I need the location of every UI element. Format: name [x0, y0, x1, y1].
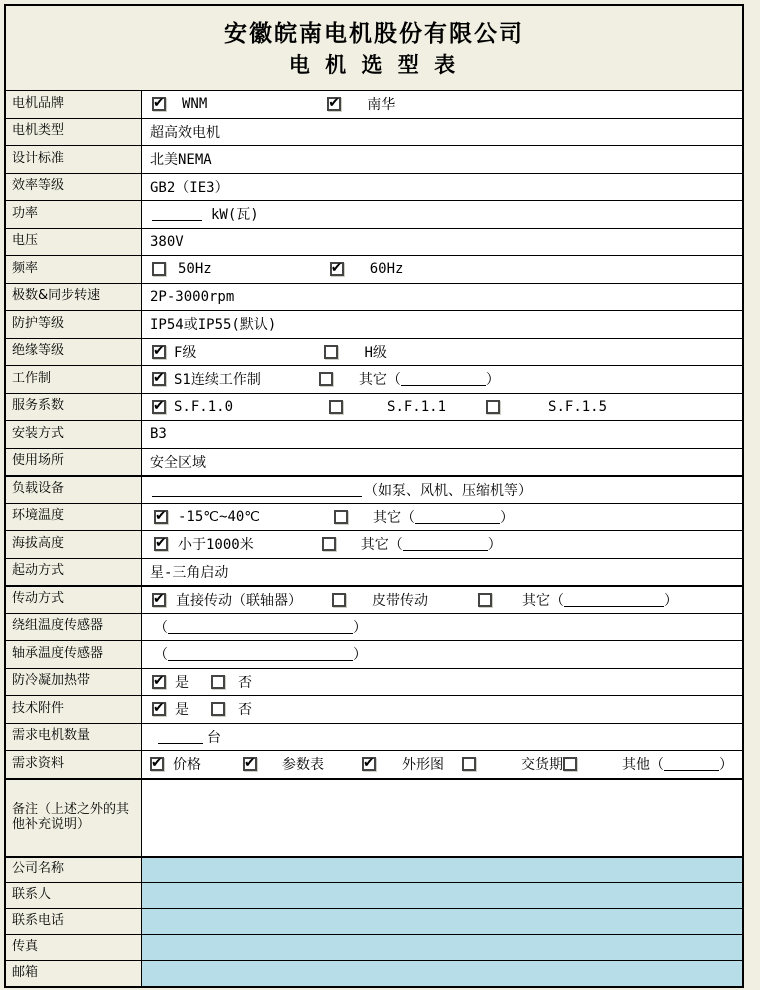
form-rows — [6, 90, 742, 986]
form-row-service-factor — [6, 393, 742, 421]
row-value-insulation-grade — [142, 339, 742, 366]
row-value-frequency — [142, 256, 742, 283]
blank-line-power[interactable] — [152, 207, 202, 221]
form-row-remarks — [6, 778, 742, 856]
form-row-voltage — [6, 228, 742, 256]
value-text-efficiency-grade: GB2（IE3） — [150, 179, 229, 196]
checkbox-trans-direct[interactable] — [152, 593, 166, 607]
value-text-mounting: B3 — [150, 426, 167, 443]
checkbox-sf-1-5[interactable] — [486, 400, 500, 414]
row-label-technical-attachment: 技术附件 — [6, 696, 142, 723]
form-row-location — [6, 448, 742, 476]
checkbox-insulation-f[interactable] — [152, 345, 166, 359]
value-text-duty-type: S1连续工作制 — [174, 372, 261, 389]
row-label-fax: 传真 — [6, 935, 142, 960]
row-value-technical-attachment — [142, 696, 742, 723]
value-text-motor-type: 超高效电机 — [150, 124, 220, 141]
form-row-mounting — [6, 420, 742, 448]
value-text-transmission: 皮带传动 — [372, 592, 428, 609]
row-value-bearing-sensor — [142, 641, 742, 668]
value-text-required-documents: ） — [719, 757, 733, 774]
form-row-motor-quantity — [6, 723, 742, 751]
blank-line-altitude[interactable] — [403, 537, 488, 551]
value-text-motor-brand: WNM — [182, 96, 208, 113]
checkbox-freq-50hz[interactable] — [152, 262, 166, 276]
value-text-motor-quantity: 台 — [207, 729, 221, 746]
row-value-load-equipment — [142, 477, 742, 503]
form-row-duty-type — [6, 365, 742, 393]
row-value-transmission — [142, 587, 742, 613]
value-text-transmission: ） — [664, 592, 678, 609]
blank-line-motor-quantity[interactable] — [158, 730, 203, 744]
row-label-transmission: 传动方式 — [6, 587, 142, 613]
checkbox-doc-parameter-table[interactable] — [243, 757, 257, 771]
checkbox-insulation-h[interactable] — [324, 345, 338, 359]
form-row-contact-person — [6, 882, 742, 908]
row-label-winding-sensor: 绕组温度传感器 — [6, 614, 142, 641]
value-text-load-equipment: （如泵、风机、压缩机等） — [364, 482, 532, 499]
checkbox-duty-other[interactable] — [319, 372, 333, 386]
row-value-motor-type — [142, 119, 742, 146]
value-text-service-factor: S.F.1.0 — [174, 398, 234, 415]
form-row-motor-type — [6, 118, 742, 146]
value-text-service-factor: S.F.1.5 — [548, 398, 608, 415]
value-text-insulation-grade: F级 — [174, 344, 197, 361]
blank-line-transmission[interactable] — [564, 593, 664, 607]
checkbox-altitude-standard[interactable] — [154, 537, 168, 551]
row-value-contact-phone[interactable] — [142, 909, 742, 934]
value-text-required-documents: 价格 — [173, 757, 201, 774]
checkbox-doc-delivery-b[interactable] — [563, 757, 577, 771]
checkbox-doc-price[interactable] — [150, 757, 164, 771]
row-value-location — [142, 449, 742, 476]
value-text-frequency: 60Hz — [369, 261, 404, 278]
row-value-winding-sensor — [142, 614, 742, 641]
form-row-insulation-grade — [6, 338, 742, 366]
form-row-technical-attachment — [6, 695, 742, 723]
row-label-bearing-sensor: 轴承温度传感器 — [6, 641, 142, 668]
form-row-fax — [6, 934, 742, 960]
row-value-power — [142, 201, 742, 228]
form-row-design-standard — [6, 145, 742, 173]
value-text-location: 安全区域 — [150, 454, 206, 471]
value-text-duty-type: ） — [485, 372, 500, 389]
row-value-fax[interactable] — [142, 935, 742, 960]
value-text-insulation-grade: H级 — [364, 344, 387, 361]
checkbox-sf-1-1[interactable] — [329, 400, 343, 414]
value-text-required-documents: 参数表 — [282, 757, 324, 774]
form-row-load-equipment — [6, 475, 742, 503]
row-value-contact-person[interactable] — [142, 883, 742, 908]
value-text-winding-sensor: ） — [353, 619, 367, 636]
row-label-required-documents: 需求资料 — [6, 751, 142, 778]
blank-line-required-documents[interactable] — [664, 757, 719, 771]
form-row-efficiency-grade — [6, 173, 742, 201]
row-label-altitude: 海拔高度 — [6, 531, 142, 558]
checkbox-attachment-no[interactable] — [211, 702, 225, 716]
value-text-bearing-sensor: ） — [353, 647, 367, 664]
value-text-winding-sensor: （ — [154, 619, 168, 636]
value-text-design-standard: 北美NEMA — [150, 152, 212, 169]
row-value-email[interactable] — [142, 961, 742, 986]
value-text-starting-method: 星-三角启动 — [150, 564, 229, 581]
row-label-ambient-temp: 环境温度 — [6, 504, 142, 531]
blank-line-bearing-sensor[interactable] — [168, 647, 353, 661]
row-value-poles-speed — [142, 284, 742, 311]
checkbox-doc-delivery-a[interactable] — [462, 757, 476, 771]
row-label-poles-speed: 极数&同步转速 — [6, 284, 142, 311]
form-row-altitude — [6, 530, 742, 558]
form-row-motor-brand — [6, 90, 742, 118]
row-label-load-equipment: 负载设备 — [6, 477, 142, 503]
checkbox-brand-nanhua[interactable] — [327, 97, 341, 111]
row-label-power: 功率 — [6, 201, 142, 228]
row-value-anti-condensation-heater — [142, 669, 742, 696]
checkbox-trans-other[interactable] — [478, 593, 492, 607]
blank-line-winding-sensor[interactable] — [168, 620, 353, 634]
row-value-protection-grade — [142, 311, 742, 338]
row-label-motor-type: 电机类型 — [6, 119, 142, 146]
row-label-remarks: 备注（上述之外的其他补充说明） — [6, 780, 142, 856]
value-text-transmission: 直接传动（联轴器） — [176, 592, 302, 609]
row-value-voltage — [142, 229, 742, 256]
row-label-design-standard: 设计标准 — [6, 146, 142, 173]
checkbox-trans-belt[interactable] — [332, 593, 346, 607]
value-text-required-documents: 交货期 — [521, 757, 563, 774]
form-row-required-documents — [6, 750, 742, 778]
checkbox-doc-outline-drawing[interactable] — [362, 757, 376, 771]
form-row-protection-grade — [6, 310, 742, 338]
checkbox-altitude-other[interactable] — [322, 537, 336, 551]
blank-line-duty-type[interactable] — [401, 372, 486, 386]
row-value-duty-type — [142, 366, 742, 393]
row-value-motor-brand — [142, 91, 742, 118]
row-label-company-name: 公司名称 — [6, 858, 142, 882]
row-label-email: 邮箱 — [6, 961, 142, 986]
checkbox-temp-standard[interactable] — [154, 510, 168, 524]
row-value-starting-method — [142, 559, 742, 586]
value-text-altitude: 小于1000米 — [178, 537, 254, 554]
row-label-frequency: 频率 — [6, 256, 142, 283]
blank-line-ambient-temp[interactable] — [415, 510, 500, 524]
value-text-required-documents: 外形图 — [402, 757, 444, 774]
checkbox-duty-s1[interactable] — [152, 372, 166, 386]
value-text-motor-brand: 南华 — [367, 97, 396, 114]
form-row-frequency — [6, 255, 742, 283]
row-value-mounting — [142, 421, 742, 448]
row-value-remarks[interactable] — [142, 780, 742, 856]
row-value-efficiency-grade — [142, 174, 742, 201]
row-value-service-factor — [142, 394, 742, 421]
row-label-efficiency-grade: 效率等级 — [6, 174, 142, 201]
value-text-voltage: 380V — [150, 233, 184, 250]
row-value-design-standard — [142, 146, 742, 173]
value-text-power: kW(瓦) — [211, 207, 259, 224]
value-text-bearing-sensor: （ — [154, 647, 168, 664]
value-text-ambient-temp: 其它（ — [373, 509, 416, 526]
checkbox-heater-yes[interactable] — [152, 675, 166, 689]
form-row-email — [6, 960, 742, 986]
value-text-technical-attachment: 是 — [175, 702, 189, 719]
value-text-service-factor: S.F.1.1 — [387, 398, 447, 415]
row-value-company-name[interactable] — [142, 858, 742, 882]
value-text-frequency: 50Hz — [178, 261, 212, 278]
value-text-required-documents: 其他（ — [622, 757, 664, 774]
row-label-insulation-grade: 绝缘等级 — [6, 339, 142, 366]
form-row-ambient-temp — [6, 503, 742, 531]
checkbox-temp-other[interactable] — [334, 510, 348, 524]
value-text-duty-type: 其它（ — [358, 372, 401, 389]
value-text-transmission: 其它（ — [522, 592, 564, 609]
form-row-anti-condensation-heater — [6, 668, 742, 696]
checkbox-brand-wnm[interactable] — [152, 97, 166, 111]
row-label-starting-method: 起动方式 — [6, 559, 142, 586]
row-label-protection-grade: 防护等级 — [6, 311, 142, 338]
row-label-service-factor: 服务系数 — [6, 394, 142, 421]
form-title: 电 机 选 型 表 — [288, 52, 460, 77]
motor-selection-table — [4, 4, 744, 988]
row-value-motor-quantity — [142, 724, 742, 751]
checkbox-sf-1-0[interactable] — [152, 400, 166, 414]
row-label-duty-type: 工作制 — [6, 366, 142, 393]
value-text-anti-condensation-heater: 是 — [175, 674, 189, 691]
row-value-required-documents — [142, 751, 742, 778]
value-text-altitude: 其它（ — [360, 537, 403, 554]
row-label-location: 使用场所 — [6, 449, 142, 476]
value-text-anti-condensation-heater: 否 — [238, 674, 252, 691]
row-label-anti-condensation-heater: 防冷凝加热带 — [6, 669, 142, 696]
value-text-poles-speed: 2P-3000rpm — [150, 288, 235, 305]
row-value-ambient-temp — [142, 504, 742, 531]
checkbox-attachment-yes[interactable] — [152, 702, 166, 716]
row-label-voltage: 电压 — [6, 229, 142, 256]
form-row-transmission — [6, 585, 742, 613]
form-row-power — [6, 200, 742, 228]
form-row-starting-method — [6, 558, 742, 586]
row-label-contact-person: 联系人 — [6, 883, 142, 908]
row-label-motor-quantity: 需求电机数量 — [6, 724, 142, 751]
blank-line-load-equipment[interactable] — [152, 483, 362, 497]
form-header — [6, 6, 742, 90]
checkbox-freq-60hz[interactable] — [330, 262, 344, 276]
value-text-altitude: ） — [487, 537, 502, 554]
row-label-contact-phone: 联系电话 — [6, 909, 142, 934]
form-row-poles-speed — [6, 283, 742, 311]
form-row-contact-phone — [6, 908, 742, 934]
company-name-title: 安徽皖南电机股份有限公司 — [224, 21, 524, 48]
row-label-mounting: 安装方式 — [6, 421, 142, 448]
form-row-winding-sensor — [6, 613, 742, 641]
form-row-bearing-sensor — [6, 640, 742, 668]
value-text-ambient-temp: ） — [500, 509, 515, 526]
checkbox-heater-no[interactable] — [211, 675, 225, 689]
row-value-altitude — [142, 531, 742, 558]
value-text-ambient-temp: -15℃~40℃ — [178, 508, 261, 525]
value-text-technical-attachment: 否 — [238, 702, 252, 719]
row-label-motor-brand: 电机品牌 — [6, 91, 142, 118]
form-row-company-name — [6, 856, 742, 882]
value-text-protection-grade: IP54或IP55(默认) — [150, 317, 277, 334]
